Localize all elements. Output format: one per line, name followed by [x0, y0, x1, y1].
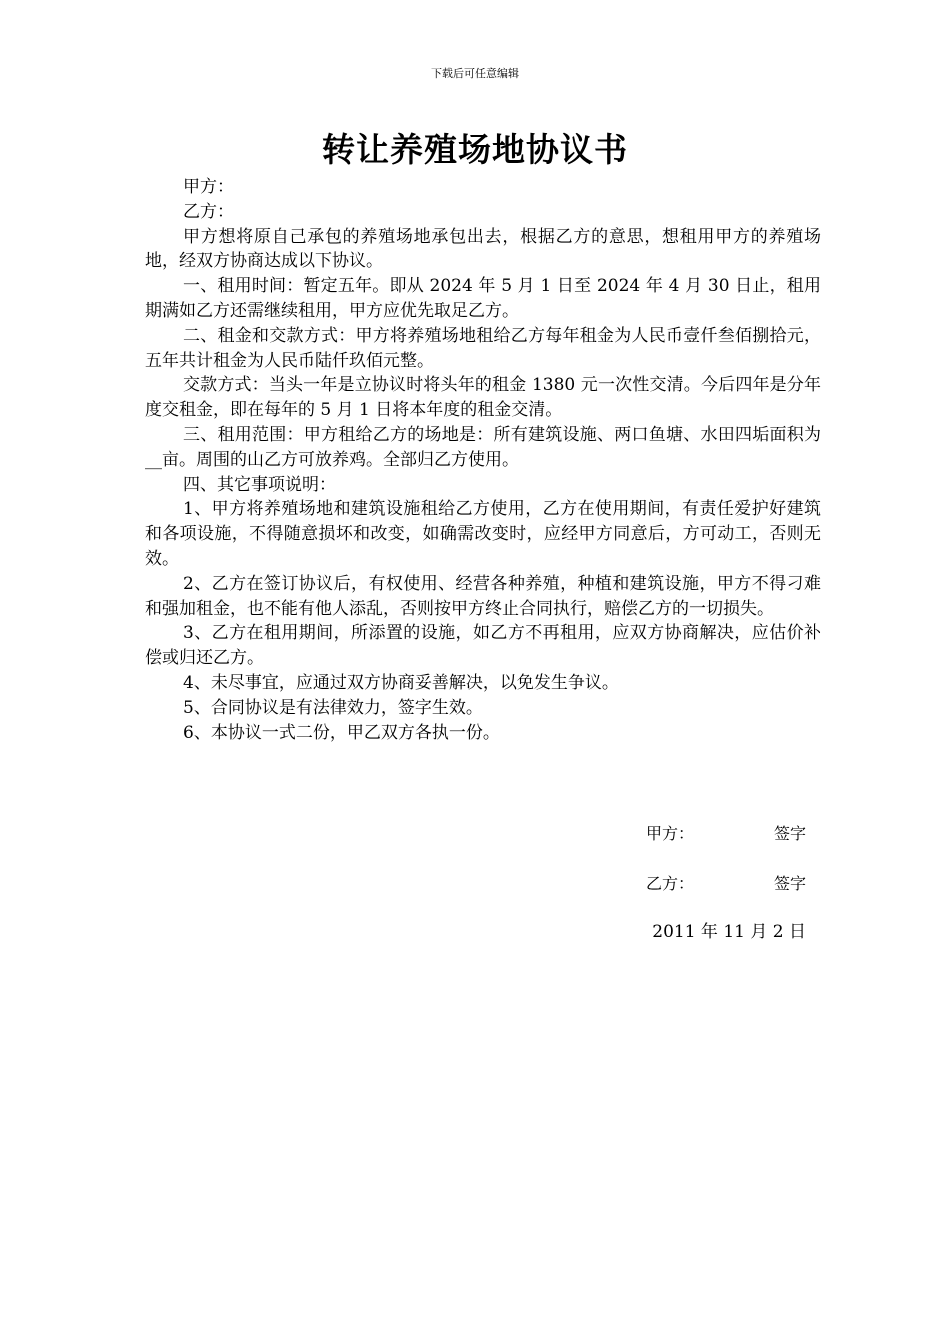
preamble-paragraph: 甲方想将原自己承包的养殖场地承包出去，根据乙方的意思，想租用甲方的养殖场地，经双方协商达成以下协议。	[145, 226, 821, 272]
clause-item-5: 5、合同协议是有法律效力，签字生效。	[183, 697, 483, 718]
clause-item-6: 6、本协议一式二份，甲乙双方各执一份。	[183, 722, 500, 743]
signature-party-a-sign: 签字	[773, 824, 806, 843]
party-a-line: 甲方：	[183, 177, 234, 197]
signature-party-a-label: 甲方：	[646, 824, 695, 843]
signature-party-b-label: 乙方：	[646, 874, 695, 893]
signature-party-b-sign: 签字	[773, 874, 806, 893]
signature-row-party-b	[646, 871, 806, 895]
party-b-line: 乙方：	[183, 201, 234, 222]
header-note: 下载后可任意编辑	[431, 67, 519, 80]
clause-rental-scope: 三、租用范围：甲方租给乙方的场地是：所有建筑设施、两口鱼塘、水田四垢面积为__亩。周围的山乙方可放养鸡。全部归乙方使用。	[145, 424, 821, 470]
clause-item-3: 3、乙方在租用期间，所添置的设施，如乙方不再租用，应双方协商解决，应估价补偿或归还乙方。	[145, 623, 821, 669]
clause-payment-method: 交款方式：当头一年是立协议时将头年的租金 1380 元一次性交清。今后四年是分年度交租金，即在每年的 5 月 1 日将本年度的租金交清。	[145, 375, 821, 421]
signature-date: 2011 年 11 月 2 日	[652, 922, 806, 942]
clause-item-1: 1、甲方将养殖场地和建筑设施租给乙方使用，乙方在使用期间，有责任爱护好建筑和各项设施，不得随意损坏和改变，如确需改变时，应经甲方同意后，方可动工，否则无效。	[145, 499, 821, 569]
clause-rent-payment: 二、租金和交款方式：甲方将养殖场地租给乙方每年租金为人民币壹仟叁佰捌拾元，五年共计租金为人民币陆仟玖佰元整。	[145, 325, 821, 371]
signature-row-party-a	[646, 821, 806, 845]
clause-item-4: 4、未尽事宜，应通过双方协商妥善解决，以免发生争议。	[183, 672, 619, 693]
clause-other-matters-heading: 四、其它事项说明：	[183, 474, 336, 495]
clause-item-2: 2、乙方在签订协议后，有权使用、经营各种养殖，种植和建筑设施，甲方不得刁难和强加租金，也不能有他人添乱，否则按甲方终止合同执行，赔偿乙方的一切损失。	[145, 573, 821, 619]
clause-rental-period: 一、租用时间：暂定五年。即从 2024 年 5 月 1 日至 2024 年 4 月 30 日止，租用期满如乙方还需继续租用，甲方应优先取足乙方。	[145, 276, 821, 321]
document-body	[145, 175, 821, 745]
document-title: 转让养殖场地协议书	[322, 130, 628, 169]
